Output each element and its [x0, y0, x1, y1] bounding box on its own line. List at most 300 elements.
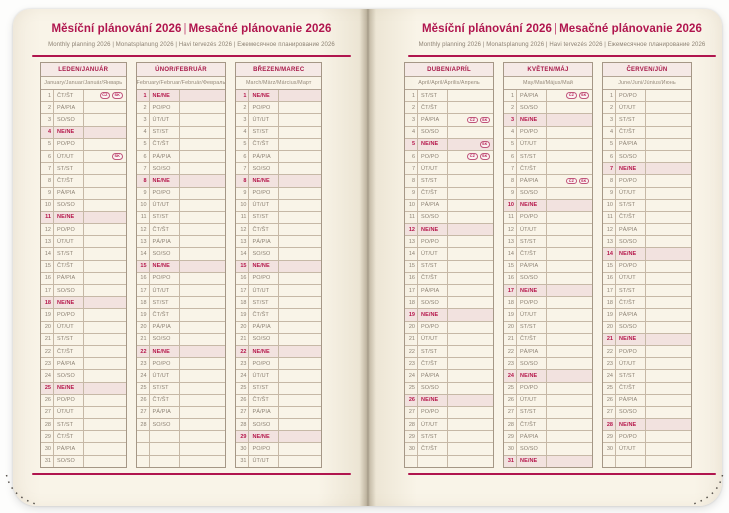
- day-number: 24: [137, 370, 150, 381]
- day-row: [504, 369, 592, 381]
- day-row: [236, 174, 321, 186]
- day-number: 15: [41, 261, 54, 272]
- day-number: 8: [137, 175, 150, 186]
- notes-cell: [84, 175, 126, 186]
- day-abbrev: ČT/ŠT: [418, 358, 448, 369]
- day-row: [504, 442, 592, 454]
- day-number: 11: [603, 212, 616, 223]
- day-abbrev: ÚT/UT: [418, 334, 448, 345]
- day-row: [405, 101, 493, 113]
- day-row: [236, 223, 321, 235]
- notes-cell: [448, 419, 493, 430]
- notes-cell: [547, 163, 592, 174]
- day-abbrev: ČT/ŠT: [418, 188, 448, 199]
- notes-cell: [279, 346, 321, 357]
- day-number: 23: [236, 358, 249, 369]
- day-abbrev: PÁ/PIA: [517, 346, 547, 357]
- notes-cell: [84, 127, 126, 138]
- day-row: [405, 308, 493, 320]
- day-row: [41, 369, 126, 381]
- holiday-badge-sk-icon: SK: [112, 153, 122, 160]
- day-abbrev: ČT/ŠT: [616, 297, 646, 308]
- notes-cell: [84, 151, 126, 162]
- day-number: 17: [504, 285, 517, 296]
- day-abbrev: PÁ/PIA: [249, 407, 279, 418]
- day-abbrev: PÁ/PIA: [517, 261, 547, 272]
- day-number: 28: [603, 419, 616, 430]
- day-row: [504, 382, 592, 394]
- day-row: [41, 260, 126, 272]
- day-row: [603, 101, 691, 113]
- month-title: ČERVEN/JÚN: [603, 63, 691, 77]
- day-number: 7: [405, 163, 418, 174]
- day-number: 5: [41, 139, 54, 150]
- day-abbrev: ČT/ŠT: [249, 309, 279, 320]
- day-number: 12: [603, 224, 616, 235]
- day-abbrev: ST/ST: [616, 200, 646, 211]
- holiday-badge-sk-icon: SK: [480, 117, 490, 124]
- day-abbrev: ČT/ŠT: [616, 383, 646, 394]
- day-number: 2: [41, 102, 54, 113]
- day-row: [41, 150, 126, 162]
- notes-cell: [180, 200, 226, 211]
- title-separator: |: [554, 23, 558, 35]
- day-number: 16: [236, 273, 249, 284]
- day-row: [236, 247, 321, 259]
- month-subtitle: April/April/Április/Апрель: [405, 77, 493, 90]
- day-abbrev: ST/ST: [150, 212, 180, 223]
- day-row: [41, 138, 126, 150]
- day-row: [603, 235, 691, 247]
- day-row: [41, 90, 126, 101]
- day-number: 3: [603, 114, 616, 125]
- day-abbrev: SO/SO: [616, 236, 646, 247]
- day-row: [236, 126, 321, 138]
- notes-cell: [84, 285, 126, 296]
- day-abbrev: ČT/ŠT: [517, 163, 547, 174]
- day-row: [236, 101, 321, 113]
- day-row: [504, 455, 592, 467]
- day-number: 14: [137, 248, 150, 259]
- day-abbrev: NE/NE: [616, 163, 646, 174]
- day-abbrev: NE/NE: [150, 175, 180, 186]
- day-number: 3: [236, 114, 249, 125]
- day-row: [405, 382, 493, 394]
- day-number: 29: [236, 431, 249, 442]
- day-abbrev: ČT/ŠT: [54, 346, 84, 357]
- day-number: 10: [504, 200, 517, 211]
- page-header: [32, 22, 351, 57]
- day-number: 28: [504, 419, 517, 430]
- day-number: 9: [603, 188, 616, 199]
- day-abbrev: SO/SO: [150, 163, 180, 174]
- day-row: [504, 126, 592, 138]
- day-number: 17: [603, 285, 616, 296]
- day-abbrev: NE/NE: [517, 456, 547, 467]
- holiday-badge-cz-icon: CZ: [467, 117, 477, 124]
- day-abbrev: SO/SO: [616, 407, 646, 418]
- day-number: 16: [603, 273, 616, 284]
- day-abbrev: SO/SO: [418, 297, 448, 308]
- day-abbrev: ST/ST: [249, 212, 279, 223]
- day-abbrev: SO/SO: [517, 102, 547, 113]
- day-abbrev: PÁ/PIA: [54, 443, 84, 454]
- day-number: [405, 456, 418, 467]
- day-row: [504, 174, 592, 186]
- day-number: 27: [41, 407, 54, 418]
- day-number: 14: [603, 248, 616, 259]
- day-row: [41, 333, 126, 345]
- day-number: 18: [137, 297, 150, 308]
- day-abbrev: PO/PO: [616, 175, 646, 186]
- holiday-badge-cz-icon: CZ: [467, 153, 477, 160]
- day-number: 3: [504, 114, 517, 125]
- day-abbrev: ČT/ŠT: [54, 175, 84, 186]
- day-abbrev: PÁ/PIA: [616, 395, 646, 406]
- notes-cell: [448, 139, 493, 150]
- day-abbrev: SO/SO: [616, 151, 646, 162]
- notes-cell: [547, 407, 592, 418]
- day-row: [405, 126, 493, 138]
- day-abbrev: NE/NE: [517, 285, 547, 296]
- day-number: 11: [137, 212, 150, 223]
- day-row: [236, 345, 321, 357]
- notes-cell: [180, 358, 226, 369]
- day-number: 27: [137, 407, 150, 418]
- day-number: 10: [603, 200, 616, 211]
- day-abbrev: NE/NE: [54, 212, 84, 223]
- day-number: 22: [405, 346, 418, 357]
- day-abbrev: PO/PO: [517, 127, 547, 138]
- bottom-rule: [408, 473, 716, 475]
- day-number: 21: [405, 334, 418, 345]
- day-abbrev: NE/NE: [517, 370, 547, 381]
- day-number: 10: [405, 200, 418, 211]
- notes-cell: [547, 127, 592, 138]
- day-number: 28: [405, 419, 418, 430]
- day-abbrev: ST/ST: [150, 127, 180, 138]
- day-number: 26: [137, 395, 150, 406]
- notes-cell: [279, 114, 321, 125]
- day-number: 16: [41, 273, 54, 284]
- notes-cell: [646, 419, 691, 430]
- day-abbrev: SO/SO: [249, 163, 279, 174]
- day-number: 17: [41, 285, 54, 296]
- day-row: [236, 260, 321, 272]
- day-number: 23: [603, 358, 616, 369]
- day-row: [603, 308, 691, 320]
- day-number: 12: [504, 224, 517, 235]
- month-subtitle: January/Januar/Január/Январь: [41, 77, 126, 90]
- day-number: 18: [41, 297, 54, 308]
- empty-row: [137, 442, 226, 454]
- day-row: [236, 90, 321, 101]
- notes-cell: [547, 358, 592, 369]
- day-number: 30: [603, 443, 616, 454]
- notes-cell: [84, 297, 126, 308]
- day-abbrev: ST/ST: [517, 151, 547, 162]
- day-number: 4: [137, 127, 150, 138]
- day-number: 13: [137, 236, 150, 247]
- day-abbrev: NE/NE: [150, 261, 180, 272]
- day-number: 14: [405, 248, 418, 259]
- day-abbrev: PÁ/PIA: [249, 322, 279, 333]
- day-abbrev: PÁ/PIA: [150, 322, 180, 333]
- day-abbrev: ST/ST: [150, 383, 180, 394]
- day-row: [236, 284, 321, 296]
- day-row: [236, 162, 321, 174]
- day-row: [41, 126, 126, 138]
- day-abbrev: PO/PO: [54, 139, 84, 150]
- day-number: 21: [603, 334, 616, 345]
- day-number: 30: [405, 443, 418, 454]
- day-row: [504, 235, 592, 247]
- day-row: [504, 321, 592, 333]
- day-number: 24: [504, 370, 517, 381]
- day-abbrev: SO/SO: [517, 273, 547, 284]
- day-row: [603, 247, 691, 259]
- notes-cell: [448, 102, 493, 113]
- day-row: [603, 394, 691, 406]
- notes-cell: [279, 456, 321, 467]
- day-number: 14: [41, 248, 54, 259]
- notes-cell: [279, 383, 321, 394]
- day-number: 5: [603, 139, 616, 150]
- day-abbrev: ST/ST: [418, 346, 448, 357]
- day-abbrev: ÚT/UT: [517, 139, 547, 150]
- day-number: 7: [41, 163, 54, 174]
- day-number: 6: [504, 151, 517, 162]
- day-abbrev: ÚT/UT: [54, 407, 84, 418]
- notes-cell: [448, 188, 493, 199]
- day-abbrev: PO/PO: [418, 322, 448, 333]
- day-abbrev: ST/ST: [249, 383, 279, 394]
- day-number: 22: [236, 346, 249, 357]
- day-abbrev: ÚT/UT: [54, 236, 84, 247]
- day-row: [41, 113, 126, 125]
- day-abbrev: PÁ/PIA: [616, 309, 646, 320]
- notes-cell: [279, 248, 321, 259]
- day-abbrev: PÁ/PIA: [517, 175, 547, 186]
- notes-cell: [180, 443, 226, 454]
- notes-cell: [448, 456, 493, 467]
- day-abbrev: ÚT/UT: [517, 395, 547, 406]
- day-row: [504, 223, 592, 235]
- notes-cell: [84, 407, 126, 418]
- day-row: [504, 394, 592, 406]
- notes-cell: [646, 443, 691, 454]
- title-slovak: Mesačné plánovanie 2026: [559, 23, 703, 35]
- day-abbrev: ČT/ŠT: [616, 127, 646, 138]
- day-row: [41, 174, 126, 186]
- day-abbrev: ÚT/UT: [54, 322, 84, 333]
- day-row: [137, 174, 226, 186]
- day-abbrev: ÚT/UT: [249, 370, 279, 381]
- day-row: [603, 150, 691, 162]
- notes-cell: [448, 370, 493, 381]
- day-row: [236, 187, 321, 199]
- day-number: 15: [137, 261, 150, 272]
- day-abbrev: ÚT/UT: [418, 163, 448, 174]
- day-abbrev: ČT/ŠT: [517, 334, 547, 345]
- notes-cell: [547, 212, 592, 223]
- notes-cell: [547, 90, 592, 101]
- day-abbrev: PO/PO: [249, 188, 279, 199]
- day-abbrev: ÚT/UT: [616, 358, 646, 369]
- notes-cell: [279, 127, 321, 138]
- day-row: [405, 90, 493, 101]
- day-row: [405, 345, 493, 357]
- day-abbrev: ÚT/UT: [150, 200, 180, 211]
- notes-cell: [448, 309, 493, 320]
- day-row: [41, 442, 126, 454]
- day-abbrev: PÁ/PIA: [150, 407, 180, 418]
- month-subtitle: March/März/Március/Март: [236, 77, 321, 90]
- top-rule: [32, 55, 351, 57]
- day-row: [137, 113, 226, 125]
- day-row: [603, 223, 691, 235]
- day-abbrev: NE/NE: [249, 431, 279, 442]
- month-table: [136, 62, 227, 468]
- day-row: [504, 187, 592, 199]
- day-abbrev: PÁ/PIA: [249, 236, 279, 247]
- day-row: [603, 174, 691, 186]
- day-number: 25: [41, 383, 54, 394]
- day-number: 20: [41, 322, 54, 333]
- day-number: 17: [137, 285, 150, 296]
- day-number: 11: [41, 212, 54, 223]
- day-row: [405, 247, 493, 259]
- day-abbrev: PO/PO: [249, 443, 279, 454]
- day-number: 9: [41, 188, 54, 199]
- day-number: 4: [504, 127, 517, 138]
- notes-cell: [547, 285, 592, 296]
- day-number: 22: [41, 346, 54, 357]
- notes-cell: [646, 139, 691, 150]
- day-row: [137, 138, 226, 150]
- day-number: 7: [603, 163, 616, 174]
- day-row: [137, 101, 226, 113]
- day-row: [405, 235, 493, 247]
- notes-cell: [84, 261, 126, 272]
- day-abbrev: ST/ST: [150, 297, 180, 308]
- day-number: 9: [405, 188, 418, 199]
- notes-cell: [448, 334, 493, 345]
- day-abbrev: ST/ST: [418, 431, 448, 442]
- day-row: [41, 223, 126, 235]
- notes-cell: [547, 261, 592, 272]
- notes-cell: [448, 443, 493, 454]
- day-row: [236, 272, 321, 284]
- title-separator: |: [183, 23, 187, 35]
- day-row: [603, 113, 691, 125]
- notes-cell: [646, 151, 691, 162]
- day-number: 6: [236, 151, 249, 162]
- day-row: [405, 162, 493, 174]
- day-abbrev: SO/SO: [517, 188, 547, 199]
- holiday-badge-cz-icon: CZ: [566, 178, 576, 185]
- day-abbrev: SO/SO: [249, 334, 279, 345]
- day-row: [137, 357, 226, 369]
- day-row: [41, 357, 126, 369]
- day-number: 25: [504, 383, 517, 394]
- day-abbrev: NE/NE: [517, 200, 547, 211]
- notes-cell: [180, 322, 226, 333]
- day-number: 11: [236, 212, 249, 223]
- day-number: 4: [236, 127, 249, 138]
- day-number: 6: [405, 151, 418, 162]
- notes-cell: [646, 163, 691, 174]
- day-abbrev: SO/SO: [616, 322, 646, 333]
- day-abbrev: ČT/ŠT: [249, 224, 279, 235]
- notes-cell: [180, 188, 226, 199]
- month-title: KVĚTEN/MÁJ: [504, 63, 592, 77]
- notes-cell: [279, 309, 321, 320]
- page-subtitle: Monthly planning 2026 | Monatsplanung 2026 | Havi tervezés 2026 | Ежемесячное планирование 2026: [48, 42, 335, 48]
- day-row: [137, 150, 226, 162]
- day-row: [405, 260, 493, 272]
- day-row: [137, 199, 226, 211]
- day-row: [603, 187, 691, 199]
- day-row: [137, 223, 226, 235]
- notes-cell: [646, 175, 691, 186]
- empty-row: [137, 430, 226, 442]
- day-row: [504, 150, 592, 162]
- day-number: 5: [504, 139, 517, 150]
- day-row: [41, 187, 126, 199]
- day-abbrev: PÁ/PIA: [418, 370, 448, 381]
- day-abbrev: NE/NE: [150, 90, 180, 101]
- day-abbrev: ČT/ŠT: [54, 431, 84, 442]
- day-row: [405, 272, 493, 284]
- notes-cell: [547, 395, 592, 406]
- day-row: [603, 345, 691, 357]
- day-abbrev: PO/PO: [150, 273, 180, 284]
- day-row: [236, 455, 321, 467]
- day-abbrev: ČT/ŠT: [249, 139, 279, 150]
- day-abbrev: PO/PO: [249, 273, 279, 284]
- notes-cell: [646, 322, 691, 333]
- day-row: [41, 455, 126, 467]
- day-abbrev: [150, 443, 180, 454]
- day-abbrev: SO/SO: [54, 285, 84, 296]
- day-abbrev: ÚT/UT: [517, 224, 547, 235]
- notes-cell: [180, 90, 226, 101]
- day-row: [603, 418, 691, 430]
- notes-cell: [180, 456, 226, 467]
- right-page: [368, 9, 722, 506]
- day-row: [405, 284, 493, 296]
- day-row: [405, 394, 493, 406]
- day-number: 12: [137, 224, 150, 235]
- day-number: 12: [405, 224, 418, 235]
- day-row: [504, 90, 592, 101]
- day-row: [236, 150, 321, 162]
- day-number: 13: [405, 236, 418, 247]
- day-number: 8: [41, 175, 54, 186]
- notes-cell: [84, 90, 126, 101]
- day-abbrev: ÚT/UT: [249, 285, 279, 296]
- notes-cell: [547, 114, 592, 125]
- day-row: [41, 235, 126, 247]
- day-number: 15: [405, 261, 418, 272]
- day-number: 28: [41, 419, 54, 430]
- notes-cell: [279, 102, 321, 113]
- day-abbrev: ST/ST: [54, 163, 84, 174]
- day-row: [603, 138, 691, 150]
- day-number: 15: [603, 261, 616, 272]
- notes-cell: [547, 297, 592, 308]
